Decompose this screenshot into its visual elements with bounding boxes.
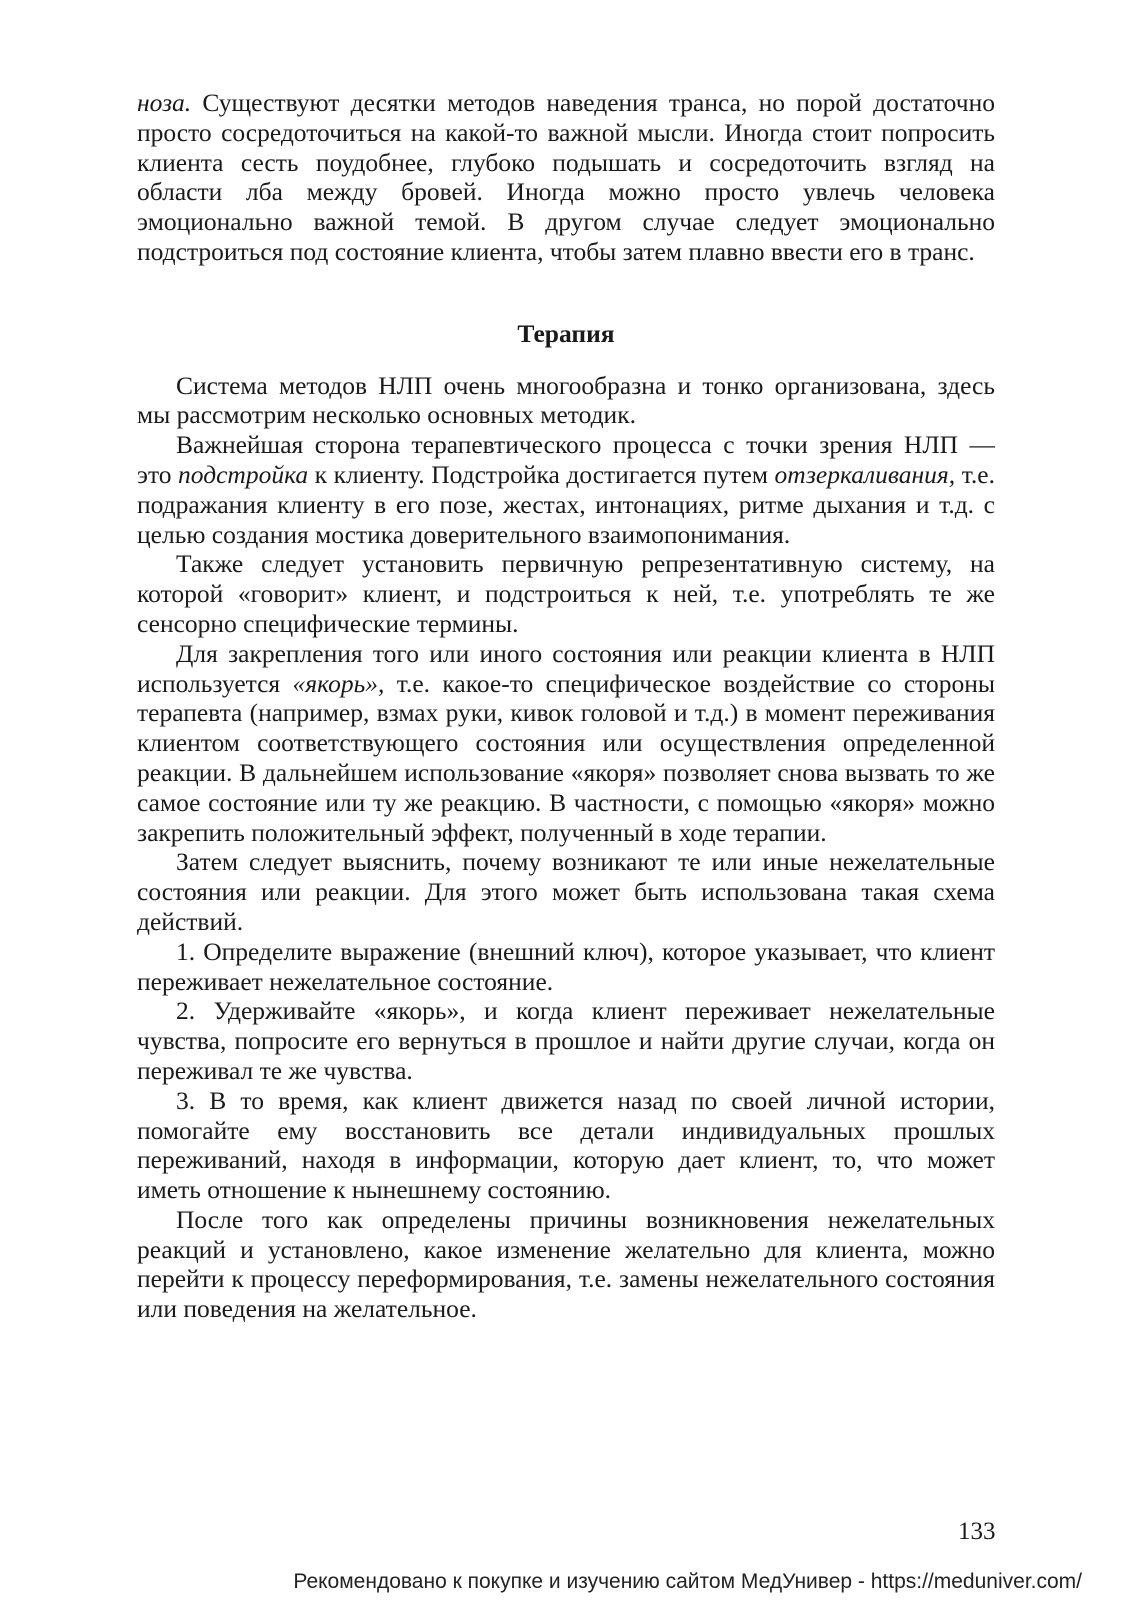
intro-text: Существуют десятки методов наведения транса, но порой достаточно просто сосредоточиться на какой-то важной мысли. Иногда стоит попросить клиента сесть поудобнее, глубоко подышать и сосредоточить взгляд на области лба между бровей. Иногда можно просто увлечь человека эмоционально важной темой. В другом случае следует эмоционально подстроиться под состояние клиента, чтобы затем плавно ввести его в транс. bbox=[137, 88, 995, 266]
section-heading: Терапия bbox=[517, 318, 615, 348]
paragraph-4-italic-b: «якорь», bbox=[292, 668, 385, 698]
paragraph-2 bbox=[137, 430, 995, 549]
intro-paragraph bbox=[137, 88, 995, 267]
paragraph-2-part-c: к клиенту. Подстройка достигается путем bbox=[308, 459, 775, 489]
paragraph-4 bbox=[137, 639, 995, 848]
paragraph-2-part-a: Важнейшая сторона терапевтического процесса с точки зрения НЛП — это bbox=[137, 430, 995, 489]
paragraph-5: Затем следует выяснить, почему возникают те или иные нежелательные состояния или реакции. Для этого может быть использована такая схема действий. bbox=[137, 847, 995, 936]
footer-note: Рекомендовано к покупке и изучению сайтом МедУнивер - https://meduniver.com/ bbox=[293, 1570, 1082, 1593]
paragraph-2-italic-d: отзеркаливания, bbox=[774, 459, 956, 489]
paragraph-2-italic-b: подстройка bbox=[178, 459, 309, 489]
page-number: 133 bbox=[958, 1518, 996, 1545]
paragraph-3: Также следует установить первичную репрезентативную систему, на которой «говорит» клиент, и подстроиться к ней, т.е. употреблять те же сенсорно специфические термины. bbox=[137, 549, 995, 638]
step-3: 3. В то время, как клиент движется назад по своей личной истории, помогайте ему восстановить все детали индивидуальных прошлых переживаний, находя в информации, которую дает клиент, то, что может иметь отношение к нынешнему состоянию. bbox=[137, 1085, 995, 1205]
paragraph-2-part-e: т.е. подражания клиенту в его позе, жестах, интонациях, ритме дыхания и т.д. с целью создания мостика доверительного взаимопонимания. bbox=[137, 459, 995, 549]
paragraph-4-part-c: т.е. какое-то специфическое воздействие со стороны терапевта (например, взмах руки, кивок головой и т.д.) в момент переживания клиентом соответствующего состояния или осуществления определенной реакции. В дальнейшем использование «якоря» позволяет снова вызвать то же самое состояние или ту же реакцию. В частности, с помощью «якоря» можно закрепить положительный эффект, полученный в ходе терапии. bbox=[137, 668, 995, 847]
paragraph-6: После того как определены причины возникновения нежелательных реакций и установлено, какое изменение желательно для клиента, можно перейти к процессу переформирования, т.е. замены нежелательного состояния или поведения на желательное. bbox=[137, 1204, 995, 1324]
intro-lead-italic: ноза. bbox=[137, 88, 192, 117]
step-1: 1. Определите выражение (внешний ключ), которое указывает, что клиент переживает нежелательное состояние. bbox=[137, 936, 995, 996]
page-body bbox=[137, 88, 995, 1324]
paragraph-4-part-a: Для закрепления того или иного состояния или реакции клиента в НЛП используется bbox=[137, 638, 995, 698]
step-2: 2. Удерживайте «якорь», и когда клиент переживает нежелательные чувства, попросите его вернуться в прошлое и найти другие случаи, когда он переживал те же чувства. bbox=[137, 996, 995, 1085]
paragraph-1: Система методов НЛП очень многообразна и тонко организована, здесь мы рассмотрим несколько основных методик. bbox=[137, 370, 995, 430]
